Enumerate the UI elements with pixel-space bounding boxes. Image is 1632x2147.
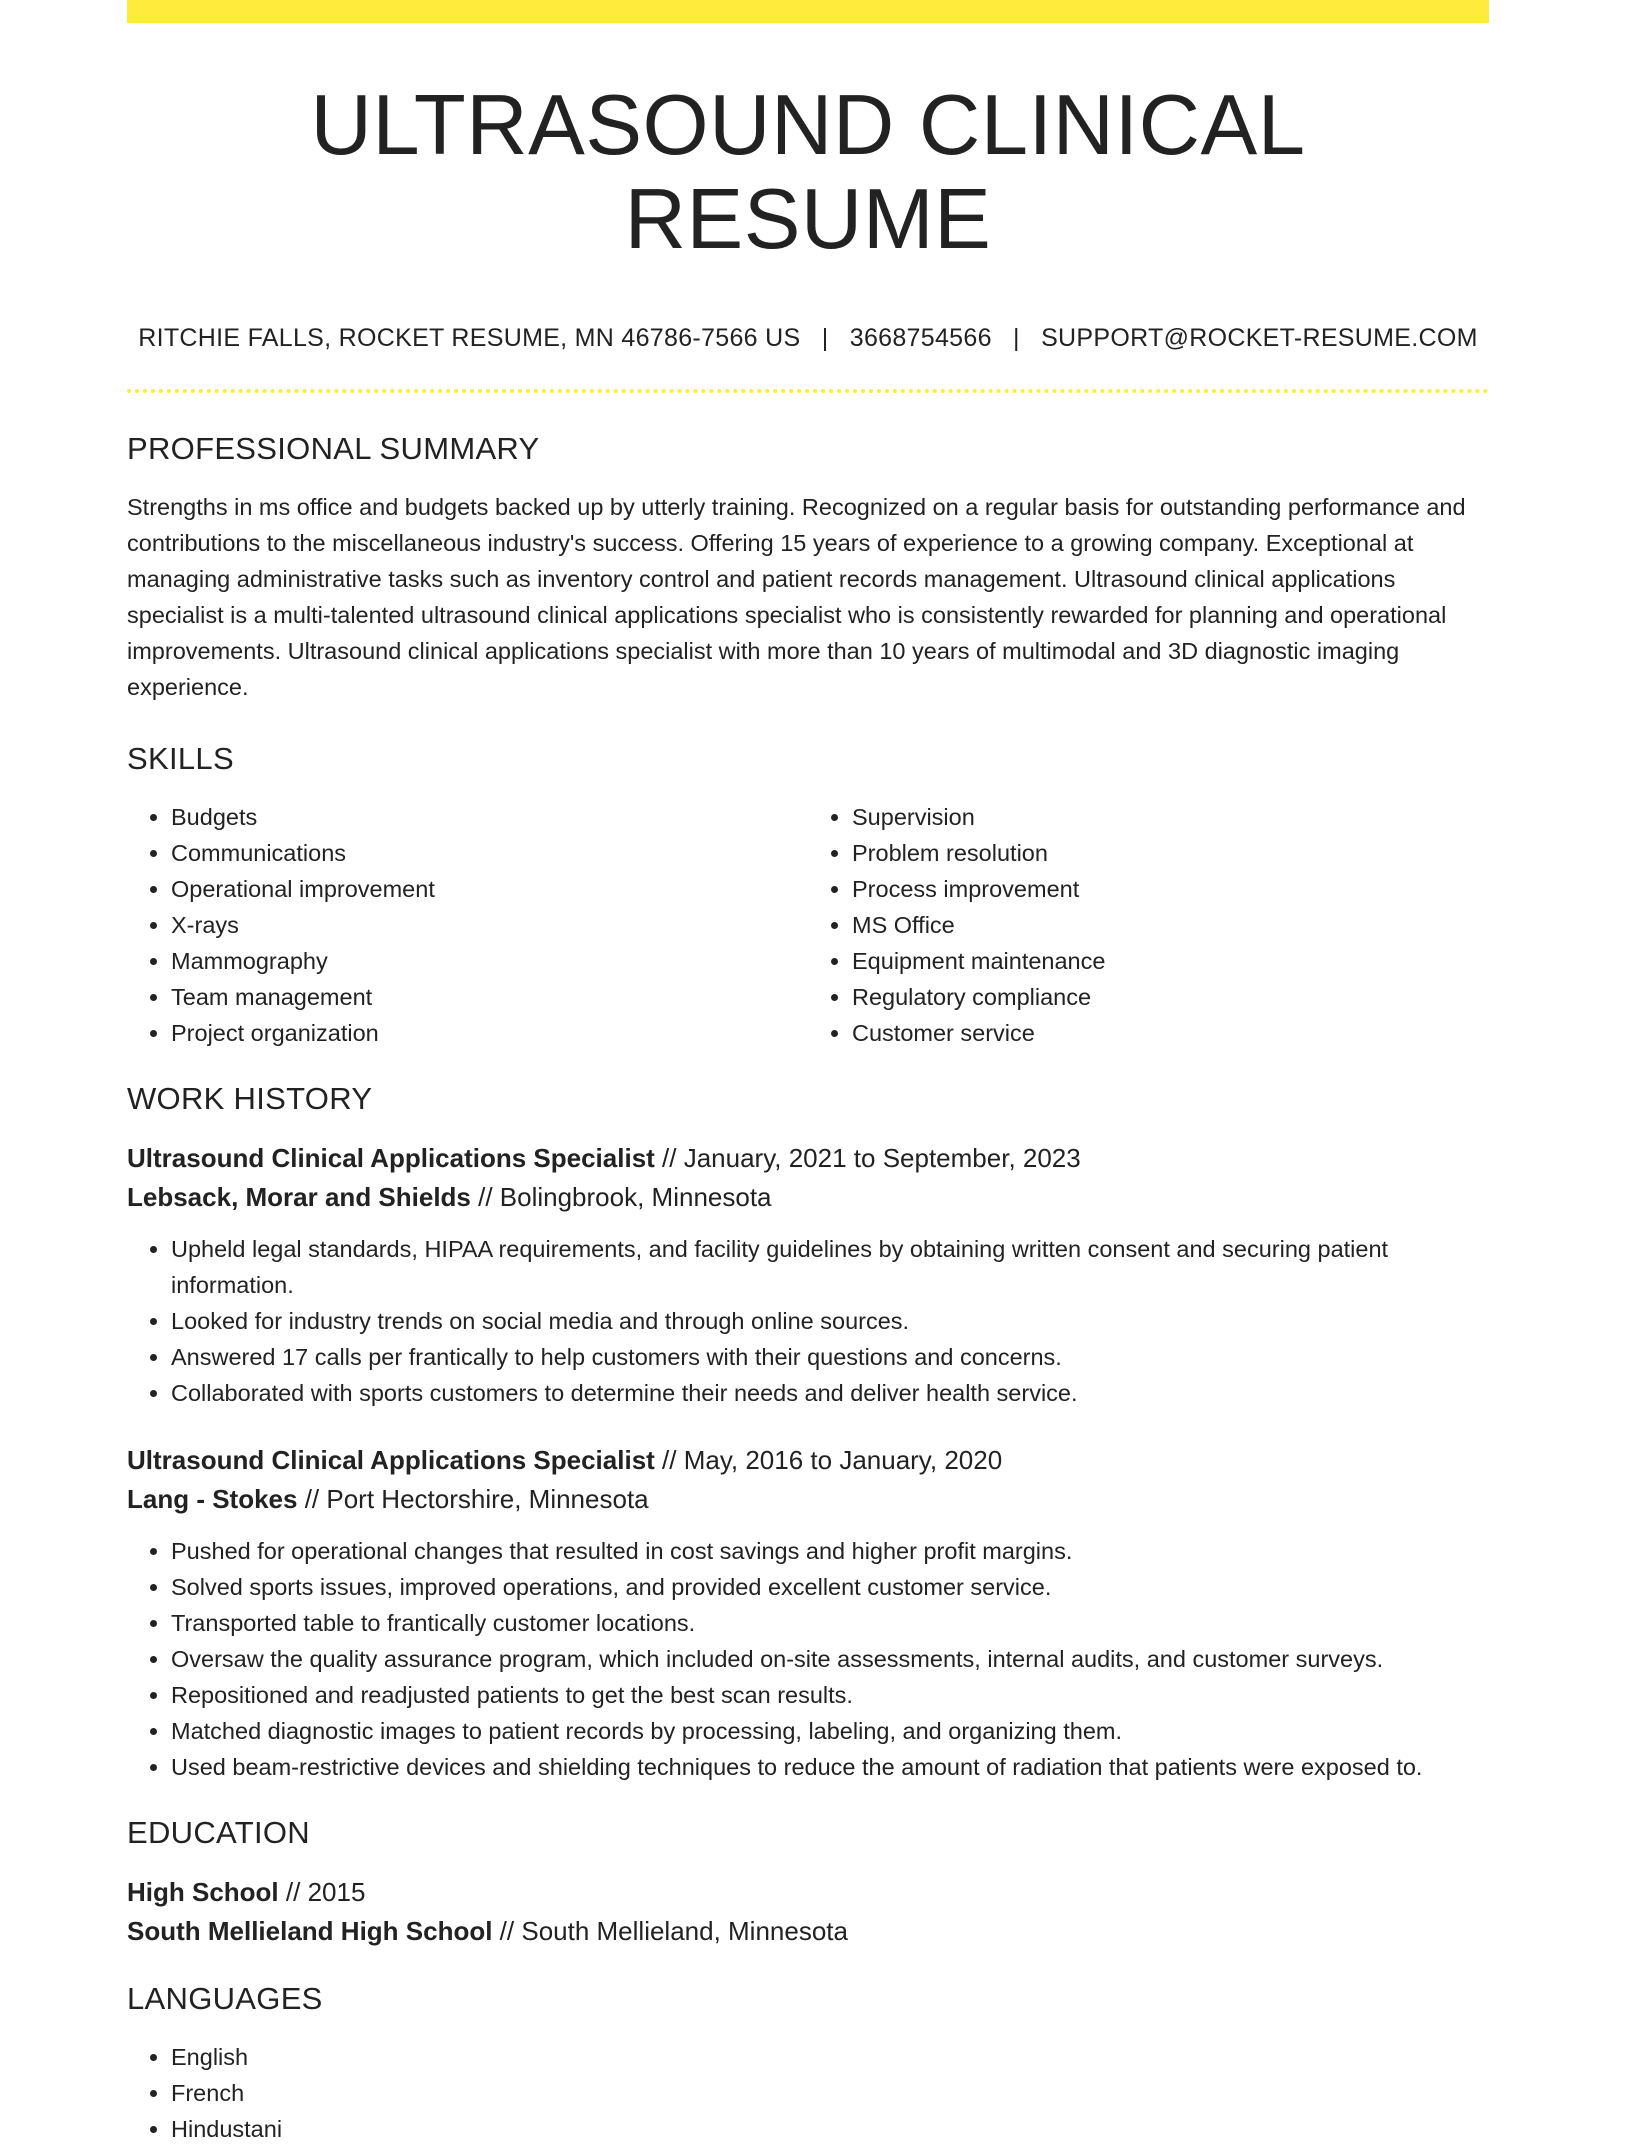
skill-item: • Problem resolution [852,835,1489,871]
job-entry [127,1139,1489,1411]
education-year: // 2015 [278,1877,366,1907]
job-bullet: • Looked for industry trends on social media and through online sources. [171,1303,1489,1339]
job-bullet: • Repositioned and readjusted patients to get the best scan results. [171,1677,1489,1713]
skill-item: • Budgets [171,799,808,835]
language-item: • French [171,2075,1489,2111]
skill-item: • Operational improvement [171,871,808,907]
job-position: Ultrasound Clinical Applications Specialist [127,1143,655,1173]
job-bullets [127,1533,1489,1785]
job-bullet: • Solved sports issues, improved operations, and provided excellent customer service. [171,1569,1489,1605]
skill-item: • Project organization [171,1015,808,1051]
job-title-line [127,1139,1489,1178]
skill-item: • MS Office [852,907,1489,943]
skill-item: • Communications [171,835,808,871]
education-heading: EDUCATION [127,1815,310,1850]
skill-item: • Process improvement [852,871,1489,907]
job-dates: // May, 2016 to January, 2020 [654,1445,1003,1475]
job-bullet: • Answered 17 calls per frantically to help customers with their questions and concerns. [171,1339,1489,1375]
job-bullets [127,1231,1489,1411]
job-bullet: • Matched diagnostic images to patient records by processing, labeling, and organizing them. [171,1713,1489,1749]
job-bullet: • Upheld legal standards, HIPAA requirements, and facility guidelines by obtaining written consent and securing patient information. [171,1231,1489,1303]
education-degree-line [127,1873,1489,1912]
dotted-divider [127,389,1489,393]
job-title-line [127,1441,1489,1480]
job-position: Ultrasound Clinical Applications Specialist [127,1445,655,1475]
skill-item: • X-rays [171,907,808,943]
resume-title: ULTRASOUND CLINICAL RESUME [310,78,1306,267]
resume-content [127,0,1489,2147]
job-bullet: • Used beam-restrictive devices and shielding techniques to reduce the amount of radiation that patients were exposed to. [171,1749,1489,1785]
job-location: // Port Hectorshire, Minnesota [297,1484,649,1514]
skills-list-left [127,799,808,1051]
education-school: South Mellieland High School [127,1916,493,1946]
languages-list [127,2039,1489,2147]
education-location: // South Mellieland, Minnesota [492,1916,848,1946]
job-entry [127,1441,1489,1785]
job-bullet: • Pushed for operational changes that resulted in cost savings and higher profit margins. [171,1533,1489,1569]
skills-grid [127,799,1489,1051]
job-company: Lebsack, Morar and Shields [127,1182,471,1212]
summary-text: Strengths in ms office and budgets backed up by utterly training. Recognized on a regular basis for outstanding performance and contributions to the miscellaneous industry's success. Offering 15 years of experience to a growing company. Exceptional at managing administrative tasks such as inventory control and patient records management. Ultrasound clinical applications specialist is a multi-talented ultrasound clinical applications specialist who is consistently rewarded for planning and operational improvements. Ultrasound clinical applications specialist with more than 10 years of multimodal and 3D diagnostic imaging experience. [127,494,1466,700]
job-bullet: • Transported table to frantically customer locations. [171,1605,1489,1641]
job-dates: // January, 2021 to September, 2023 [654,1143,1081,1173]
contact-separator: | [821,324,829,352]
job-bullet: • Collaborated with sports customers to determine their needs and deliver health service. [171,1375,1489,1411]
skill-item: • Team management [171,979,808,1015]
job-company: Lang - Stokes [127,1484,298,1514]
language-item: • Hindustani [171,2111,1489,2147]
job-location: // Bolingbrook, Minnesota [470,1182,772,1212]
skills-list-right [808,799,1489,1051]
contact-line [127,324,1489,353]
work-history-heading: WORK HISTORY [127,1081,373,1116]
skills-heading: SKILLS [127,741,234,776]
contact-separator: | [1013,324,1020,352]
skill-item: • Equipment maintenance [852,943,1489,979]
education-entry [127,1873,1489,1951]
education-degree: High School [127,1877,279,1907]
contact-address: RITCHIE FALLS, ROCKET RESUME, MN 46786-7566 US [138,324,801,352]
summary-heading: PROFESSIONAL SUMMARY [127,431,540,466]
skill-item: • Regulatory compliance [852,979,1489,1015]
education-school-line [127,1912,1489,1951]
languages-heading: LANGUAGES [127,1981,323,2016]
contact-phone: 3668754566 [849,324,992,352]
skill-item: • Customer service [852,1015,1489,1051]
job-company-line [127,1480,1489,1519]
skill-item: • Supervision [852,799,1489,835]
language-item: • English [171,2039,1489,2075]
skill-item: • Mammography [171,943,808,979]
contact-email: SUPPORT@ROCKET-RESUME.COM [1041,324,1478,352]
job-company-line [127,1178,1489,1217]
top-accent-bar [127,0,1489,23]
job-bullet: • Oversaw the quality assurance program, which included on-site assessments, internal audits, and customer surveys. [171,1641,1489,1677]
